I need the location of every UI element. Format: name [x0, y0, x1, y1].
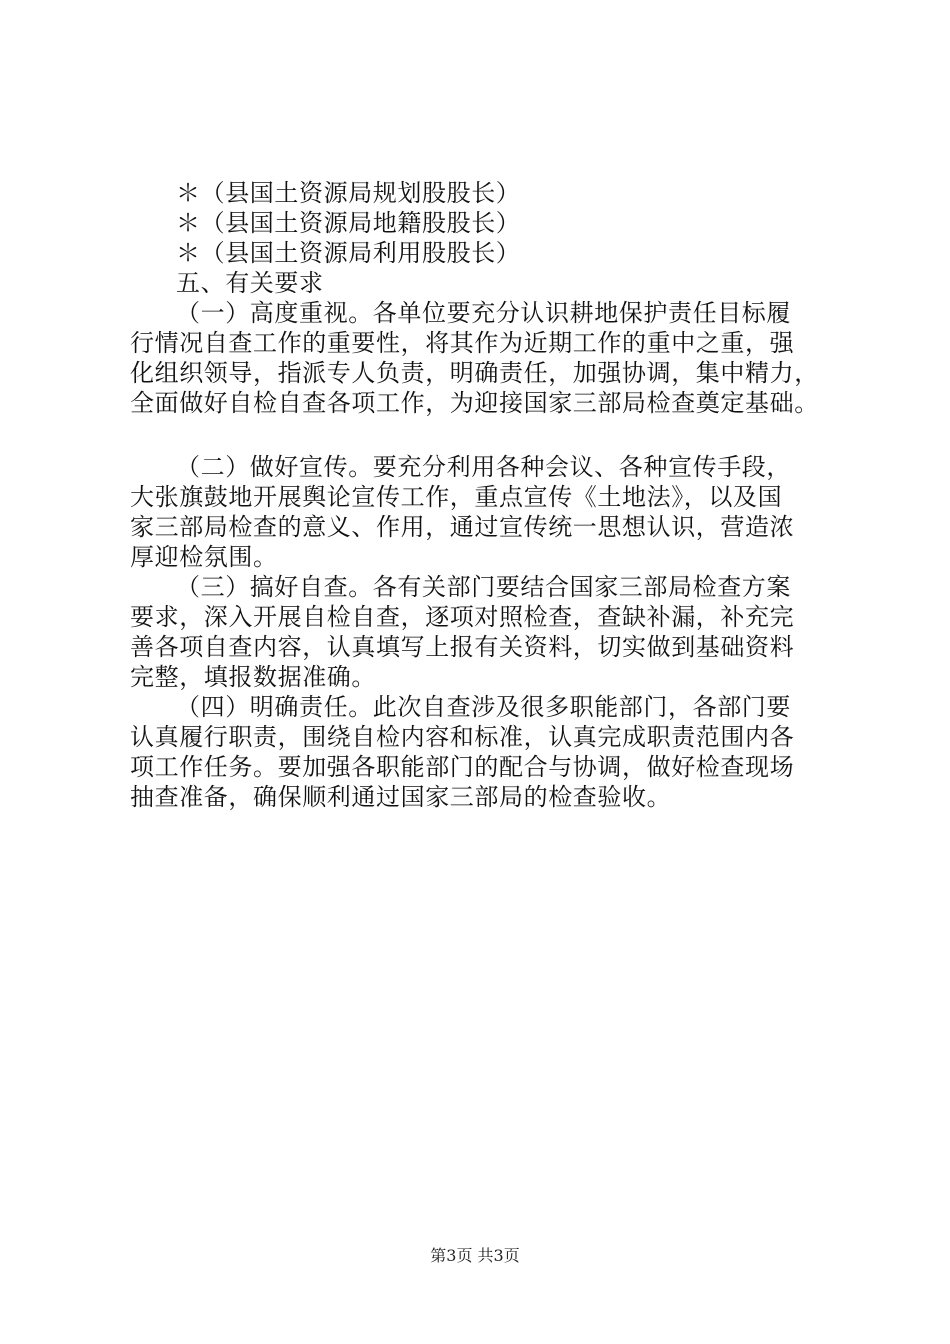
staff-line-1: ＊（县国土资源局规划股股长） [176, 179, 521, 207]
paragraph-4-line-4: 抽查准备，确保顺利通过国家三部局的检查验收。 [130, 783, 672, 811]
paragraph-1-line-1: （一）高度重视。各单位要充分认识耕地保护责任目标履 [176, 299, 791, 327]
paragraph-2-line-2: 大张旗鼓地开展舆论宣传工作，重点宣传《土地法》，以及国 [130, 483, 783, 511]
paragraph-3-line-3: 善各项自查内容，认真填写上报有关资料，切实做到基础资料 [130, 633, 795, 661]
paragraph-3-line-1: （三）搞好自查。各有关部门要结合国家三部局检查方案 [176, 573, 791, 601]
paragraph-1-line-4: 全面做好自检自查各项工作，为迎接国家三部局检查奠定基础。 [130, 389, 819, 417]
paragraph-4-line-2: 认真履行职责，围绕自检内容和标准，认真完成职责范围内各 [130, 723, 795, 751]
paragraph-4-line-1: （四）明确责任。此次自查涉及很多职能部门，各部门要 [176, 693, 791, 721]
paragraph-3-line-4: 完整，填报数据准确。 [130, 663, 376, 691]
paragraph-2-line-3: 家三部局检查的意义、作用，通过宣传统一思想认识，营造浓 [130, 513, 795, 541]
paragraph-1-line-2: 行情况自查工作的重要性，将其作为近期工作的重中之重，强 [130, 329, 795, 357]
staff-line-2: ＊（县国土资源局地籍股股长） [176, 209, 521, 237]
staff-line-3: ＊（县国土资源局利用股股长） [176, 239, 521, 267]
page-number-footer: 第3页 共3页 [430, 1246, 520, 1265]
paragraph-2-line-4: 厚迎检氛围。 [130, 543, 278, 571]
paragraph-2-line-1: （二）做好宣传。要充分利用各种会议、各种宣传手段， [176, 453, 791, 481]
paragraph-4-line-3: 项工作任务。要加强各职能部门的配合与协调，做好检查现场 [130, 753, 795, 781]
paragraph-3-line-2: 要求，深入开展自检自查，逐项对照检查，查缺补漏，补充完 [130, 603, 795, 631]
section-heading: 五、有关要求 [176, 269, 324, 297]
paragraph-1-line-3: 化组织领导，指派专人负责，明确责任，加强协调，集中精力， [130, 359, 819, 387]
